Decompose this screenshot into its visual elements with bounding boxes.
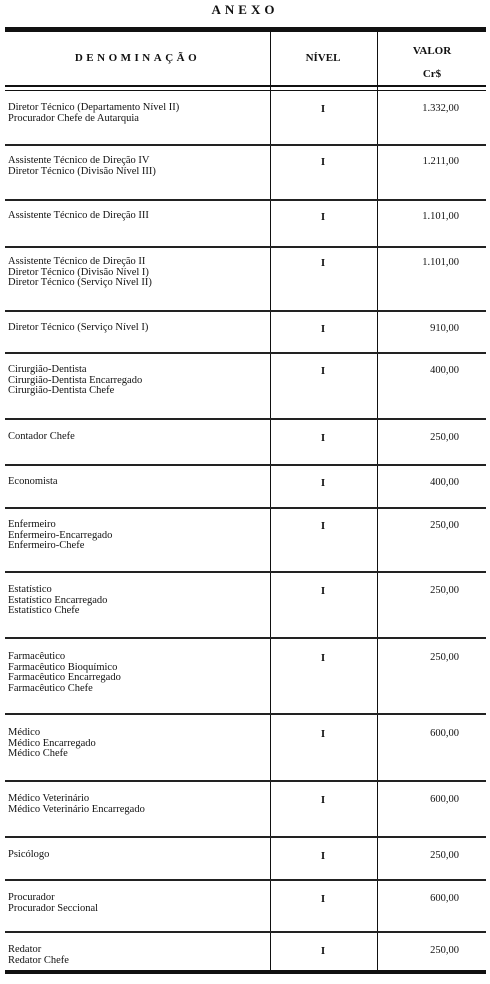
denominacao-line: Médico Veterinário	[8, 793, 90, 804]
denominacao-line: Estatístico	[8, 584, 52, 595]
denominacao-cell	[8, 945, 270, 966]
row-separator	[5, 352, 486, 354]
denominacao-line: Farmacêutico	[8, 651, 66, 662]
valor-cell: 1.101,00	[422, 211, 459, 222]
denominacao-cell	[8, 728, 270, 760]
valor-cell: 250,00	[430, 850, 459, 861]
denominacao-line: Diretor Técnico (Divisão Nível I)	[8, 266, 149, 278]
valor-cell: 250,00	[430, 652, 459, 663]
nivel-cell: I	[320, 520, 326, 532]
valor-cell: 600,00	[430, 728, 459, 739]
valor-cell: 250,00	[430, 432, 459, 443]
denominacao-line: Contador Chefe	[8, 431, 75, 442]
nivel-cell: I	[320, 156, 326, 168]
row-separator	[5, 780, 486, 782]
row-separator	[5, 836, 486, 838]
denominacao-line: Cirurgião-Dentista Encarregado	[8, 374, 143, 386]
row-separator	[5, 310, 486, 312]
nivel-cell: I	[320, 323, 326, 335]
header-valor-moeda: Cr$	[422, 68, 442, 80]
denominacao-cell	[8, 257, 270, 289]
valor-cell: 250,00	[430, 520, 459, 531]
denominacao-line: Estatístico Chefe	[8, 605, 80, 617]
valor-cell: 250,00	[430, 945, 459, 956]
denominacao-line: Diretor Técnico (Departamento Nível II)	[8, 102, 180, 113]
denominacao-cell	[8, 585, 270, 617]
denominacao-line: Enfermeiro	[8, 519, 56, 530]
nivel-cell: I	[320, 585, 326, 597]
column-divider-left	[270, 32, 271, 970]
valor-cell: 910,00	[430, 323, 459, 334]
denominacao-line: Médico Veterinário Encarregado	[8, 803, 145, 815]
denominacao-line: Médico	[8, 727, 41, 738]
denominacao-line: Procurador Chefe de Autarquia	[8, 112, 139, 124]
nivel-cell: I	[320, 477, 326, 489]
nivel-cell: I	[320, 365, 326, 377]
header-denominacao: DENOMINAÇÃO	[74, 52, 201, 64]
denominacao-line: Assistente Técnico de Direção IV	[8, 155, 150, 166]
nivel-cell: I	[320, 257, 326, 269]
header-rule-2	[5, 90, 486, 91]
valor-cell: 1.211,00	[422, 156, 459, 167]
denominacao-line: Enfermeiro-Encarregado	[8, 529, 113, 541]
row-separator	[5, 879, 486, 881]
denominacao-line: Diretor Técnico (Divisão Nível III)	[8, 165, 156, 177]
denominacao-line: Assistente Técnico de Direção III	[8, 210, 149, 221]
denominacao-cell	[8, 156, 270, 177]
nivel-cell: I	[320, 103, 326, 115]
denominacao-line: Assistente Técnico de Direção II	[8, 256, 146, 267]
denominacao-line: Redator	[8, 944, 42, 955]
nivel-cell: I	[320, 652, 326, 664]
denominacao-line: Diretor Técnico (Serviço Nível I)	[8, 322, 149, 333]
denominacao-line: Procurador	[8, 892, 55, 903]
denominacao-line: Procurador Seccional	[8, 902, 99, 914]
column-divider-right	[377, 32, 378, 970]
header-rule	[5, 85, 486, 87]
valor-cell: 600,00	[430, 794, 459, 805]
header-nivel: NÍVEL	[305, 52, 341, 64]
denominacao-cell	[8, 365, 270, 397]
denominacao-line: Cirurgião-Dentista Chefe	[8, 385, 115, 397]
top-rule	[5, 27, 486, 32]
valor-cell: 250,00	[430, 585, 459, 596]
denominacao-cell	[8, 103, 270, 124]
row-separator	[5, 246, 486, 248]
nivel-cell: I	[320, 211, 326, 223]
row-separator	[5, 144, 486, 146]
valor-cell: 600,00	[430, 893, 459, 904]
denominacao-cell	[8, 850, 270, 861]
denominacao-line: Cirurgião-Dentista	[8, 364, 87, 375]
denominacao-cell	[8, 794, 270, 815]
row-separator	[5, 199, 486, 201]
denominacao-cell	[8, 432, 270, 443]
denominacao-line: Enfermeiro-Chefe	[8, 540, 85, 552]
nivel-cell: I	[320, 945, 326, 957]
nivel-cell: I	[320, 893, 326, 905]
valor-cell: 1.101,00	[422, 257, 459, 268]
denominacao-line: Diretor Técnico (Serviço Nível II)	[8, 277, 152, 289]
denominacao-line: Médico Chefe	[8, 748, 68, 760]
denominacao-line: Farmacêutico Chefe	[8, 683, 93, 695]
nivel-cell: I	[320, 728, 326, 740]
valor-cell: 400,00	[430, 365, 459, 376]
document-title: ANEXO	[211, 2, 279, 17]
denominacao-line: Médico Encarregado	[8, 737, 96, 749]
row-separator	[5, 571, 486, 573]
valor-cell: 400,00	[430, 477, 459, 488]
header-valor	[378, 40, 486, 86]
denominacao-cell	[8, 893, 270, 914]
denominacao-line: Economista	[8, 476, 58, 487]
denominacao-cell	[8, 520, 270, 552]
row-separator	[5, 637, 486, 639]
row-separator	[5, 931, 486, 933]
denominacao-cell	[8, 323, 270, 334]
denominacao-cell	[8, 652, 270, 695]
header-valor-label: VALOR	[412, 45, 452, 57]
nivel-cell: I	[320, 432, 326, 444]
row-separator	[5, 713, 486, 715]
nivel-cell: I	[320, 850, 326, 862]
bottom-rule	[5, 970, 486, 974]
denominacao-line: Redator Chefe	[8, 954, 69, 966]
valor-cell: 1.332,00	[422, 103, 459, 114]
denominacao-line: Psicólogo	[8, 849, 50, 860]
denominacao-cell	[8, 477, 270, 488]
denominacao-line: Estatístico Encarregado	[8, 594, 108, 606]
row-separator	[5, 418, 486, 420]
nivel-cell: I	[320, 794, 326, 806]
denominacao-line: Farmacêutico Bioquímico	[8, 661, 118, 673]
denominacao-cell	[8, 211, 270, 222]
denominacao-line: Farmacêutico Encarregado	[8, 672, 121, 684]
row-separator	[5, 507, 486, 509]
row-separator	[5, 464, 486, 466]
